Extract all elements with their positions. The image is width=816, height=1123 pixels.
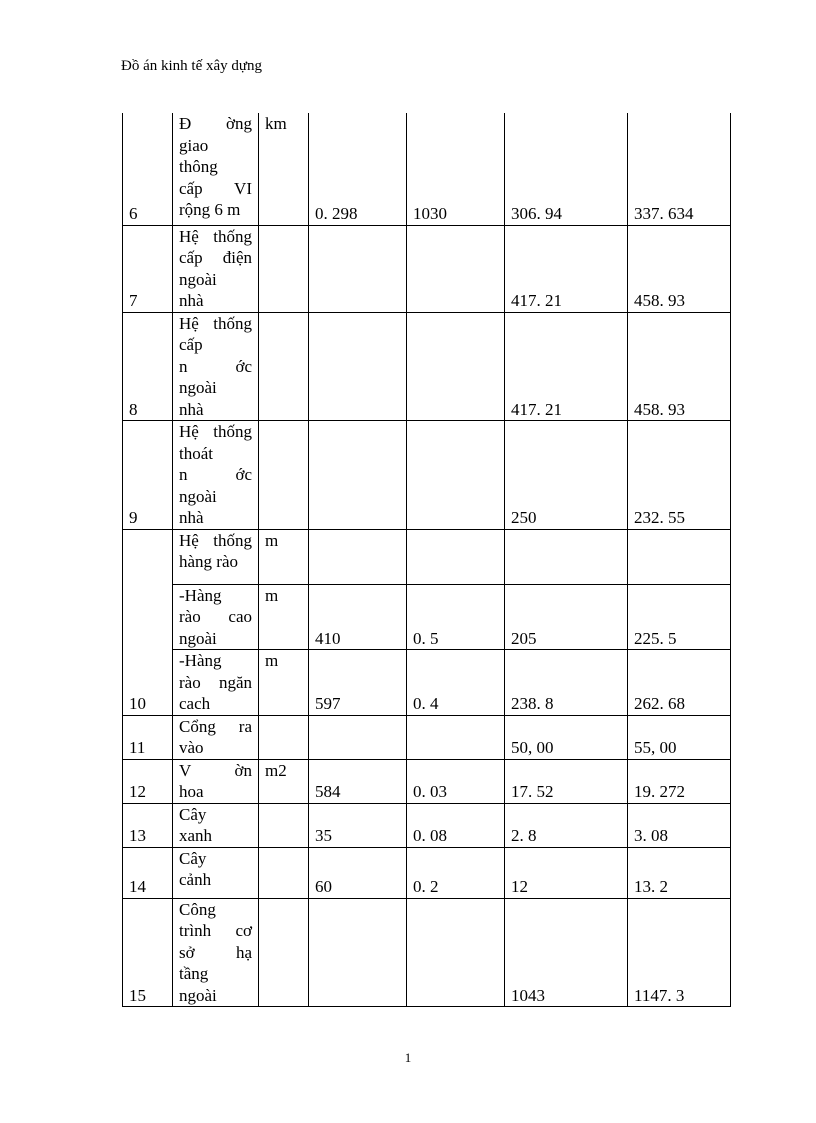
table-row — [123, 847, 731, 898]
cell-unit — [259, 312, 309, 421]
cost-table — [122, 113, 731, 1007]
cell-v2: 262. 68 — [628, 650, 731, 716]
description-line: nhà — [179, 399, 204, 419]
description-line: Cây — [179, 848, 207, 868]
description-line: cảnh — [179, 870, 212, 889]
cell-price: 0. 08 — [407, 803, 505, 847]
description-line: sở hạ — [179, 942, 252, 962]
cell-no: 11 — [123, 715, 173, 759]
description-line: cach — [179, 694, 211, 713]
description-line: ngoài — [179, 985, 217, 1005]
description-line: n ớc — [179, 356, 252, 376]
table-row — [123, 421, 731, 530]
table-row — [123, 225, 731, 312]
cell-no: 9 — [123, 421, 173, 530]
cell-unit: km — [259, 113, 309, 225]
cell-v1: 306. 94 — [505, 113, 628, 225]
description-line: Hệ thống — [179, 313, 252, 333]
cell-no — [123, 529, 173, 584]
cell-v1 — [505, 529, 628, 584]
page-header: Đồ án kinh tế xây dựng — [121, 58, 263, 74]
cell-no — [123, 584, 173, 650]
cell-v1: 2. 8 — [505, 803, 628, 847]
description-line: giao — [179, 135, 209, 155]
cell-v2: 19. 272 — [628, 759, 731, 803]
table-row — [123, 898, 731, 1007]
cell-v1: 50, 00 — [505, 715, 628, 759]
cell-no: 6 — [123, 113, 173, 225]
cell-qty: 597 — [309, 650, 407, 716]
description-line: nhà — [179, 291, 204, 310]
cell-v2: 337. 634 — [628, 113, 731, 225]
cell-unit: m2 — [259, 759, 309, 803]
cell-price — [407, 225, 505, 312]
cell-no: 14 — [123, 847, 173, 898]
cell-v1: 417. 21 — [505, 312, 628, 421]
cell-v1: 417. 21 — [505, 225, 628, 312]
cell-no: 15 — [123, 898, 173, 1007]
table-row — [123, 529, 731, 584]
description-line: Hệ thống — [179, 530, 252, 550]
description-line: thông — [179, 157, 218, 176]
cell-qty: 60 — [309, 847, 407, 898]
cell-v2: 458. 93 — [628, 225, 731, 312]
cell-v2: 458. 93 — [628, 312, 731, 421]
cell-description — [173, 312, 259, 421]
description-line: -Hàng — [179, 651, 222, 670]
table-row — [123, 803, 731, 847]
cell-v2: 1147. 3 — [628, 898, 731, 1007]
description-line: cấp — [179, 335, 203, 354]
description-line: hoa — [179, 782, 204, 801]
cell-price — [407, 421, 505, 530]
description-line: cấp VI — [179, 178, 252, 198]
cell-price — [407, 898, 505, 1007]
cell-description — [173, 113, 259, 225]
description-line: rào cao — [179, 607, 252, 626]
cell-description — [173, 715, 259, 759]
cell-description — [173, 898, 259, 1007]
table-row — [123, 312, 731, 421]
description-line: nhà — [179, 508, 204, 527]
cell-unit: m — [259, 650, 309, 716]
cell-qty — [309, 421, 407, 530]
cell-v1: 238. 8 — [505, 650, 628, 716]
cell-price: 0. 5 — [407, 584, 505, 650]
cell-description — [173, 803, 259, 847]
cell-v1: 12 — [505, 847, 628, 898]
cell-price: 0. 03 — [407, 759, 505, 803]
description-line: Hệ thống — [179, 422, 252, 441]
cell-unit — [259, 898, 309, 1007]
description-line: rộng 6 m — [179, 200, 241, 219]
cell-description — [173, 584, 259, 650]
table-row — [123, 759, 731, 803]
cell-description — [173, 529, 259, 584]
description-line: vào — [179, 738, 204, 757]
table-row — [123, 650, 731, 716]
cell-price: 1030 — [407, 113, 505, 225]
cell-unit: m — [259, 584, 309, 650]
description-line: Cổng ra — [179, 716, 252, 736]
cell-v1: 1043 — [505, 898, 628, 1007]
cell-v2 — [628, 529, 731, 584]
cell-v2: 232. 55 — [628, 421, 731, 530]
cell-price: 0. 4 — [407, 650, 505, 716]
description-line: ngoài — [179, 628, 217, 648]
cell-qty — [309, 715, 407, 759]
cell-no: 10 — [123, 650, 173, 716]
description-line: tầng — [179, 964, 209, 983]
cell-unit: m — [259, 529, 309, 584]
table-row — [123, 715, 731, 759]
cell-price: 0. 2 — [407, 847, 505, 898]
cell-unit — [259, 847, 309, 898]
cell-description — [173, 759, 259, 803]
cell-price — [407, 312, 505, 421]
cell-no: 12 — [123, 759, 173, 803]
cell-qty: 410 — [309, 584, 407, 650]
description-line: Đ ờng — [179, 114, 252, 133]
page-number: 1 — [404, 1050, 412, 1065]
cell-description — [173, 421, 259, 530]
table-row — [123, 113, 731, 225]
description-line: n ớc — [179, 465, 252, 484]
cell-unit — [259, 715, 309, 759]
cell-unit — [259, 225, 309, 312]
description-line: thoát — [179, 443, 213, 463]
description-line: Cây — [179, 804, 207, 824]
description-line: Hệ thống — [179, 226, 252, 246]
cell-qty: 35 — [309, 803, 407, 847]
cell-description — [173, 650, 259, 716]
description-line: Công — [179, 899, 216, 919]
cell-price — [407, 715, 505, 759]
cell-unit — [259, 421, 309, 530]
cell-qty — [309, 312, 407, 421]
description-line: cấp điện — [179, 248, 252, 267]
description-line: ngoài — [179, 378, 217, 397]
cell-price — [407, 529, 505, 584]
cell-unit — [259, 803, 309, 847]
cell-v2: 13. 2 — [628, 847, 731, 898]
cell-qty: 584 — [309, 759, 407, 803]
table-row — [123, 584, 731, 650]
description-line: rào ngăn — [179, 672, 252, 692]
cell-v1: 205 — [505, 584, 628, 650]
description-line: hàng rào — [179, 552, 239, 571]
description-line: trình cơ — [179, 921, 252, 940]
cell-no: 7 — [123, 225, 173, 312]
description-line: V ờn — [179, 760, 252, 780]
cell-v1: 17. 52 — [505, 759, 628, 803]
description-line: -Hàng — [179, 585, 222, 605]
description-line: xanh — [179, 826, 213, 845]
cell-no: 13 — [123, 803, 173, 847]
cell-qty — [309, 898, 407, 1007]
description-line: ngoài — [179, 269, 217, 289]
cell-no: 8 — [123, 312, 173, 421]
description-line: ngoài — [179, 486, 217, 506]
cell-v2: 55, 00 — [628, 715, 731, 759]
cell-v2: 3. 08 — [628, 803, 731, 847]
cell-v2: 225. 5 — [628, 584, 731, 650]
cell-description — [173, 225, 259, 312]
cell-v1: 250 — [505, 421, 628, 530]
cell-qty — [309, 529, 407, 584]
cell-qty — [309, 225, 407, 312]
cell-qty: 0. 298 — [309, 113, 407, 225]
cell-description — [173, 847, 259, 898]
